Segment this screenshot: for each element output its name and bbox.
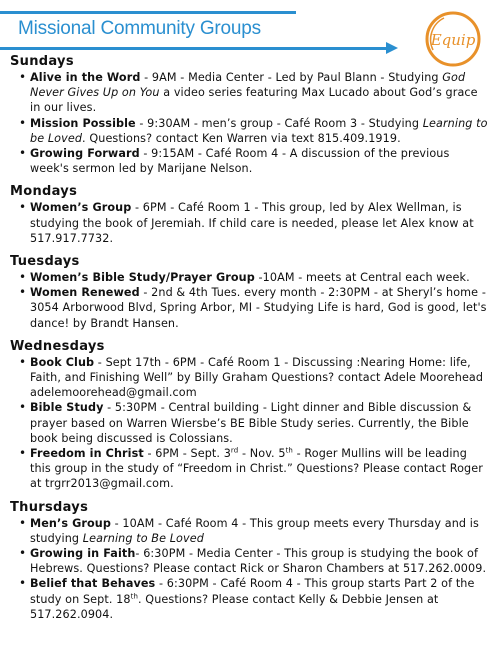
day-section-mondays bbox=[10, 184, 488, 246]
group-details: - 6:30PM - Café Room 4 - This group starts Part 2 of the study on Sept. 18 bbox=[30, 577, 475, 606]
schedule bbox=[10, 54, 488, 630]
group-details: -10AM - meets at Central each week. bbox=[254, 271, 470, 285]
page-title: Missional Community Groups bbox=[18, 18, 261, 39]
day-section-thursdays bbox=[10, 500, 488, 622]
list-item bbox=[30, 400, 488, 446]
day-heading: Thursdays bbox=[10, 499, 89, 515]
group-details-cont: . Questions? Please contact Kelly & Debbie Jensen at 517.262.0904. bbox=[30, 592, 439, 621]
day-section-tuesdays bbox=[10, 254, 488, 331]
group-details: - 6:30PM - Media Center - This group is studying the book of Hebrews. Questions? Please contact Rick or Sharon Chambers at 517.262.0009. bbox=[30, 547, 487, 576]
group-details: - 9:15AM - Café Room 4 - A discussion of the previous week's sermon led by Marijane Nelson. bbox=[30, 147, 450, 176]
list-item bbox=[30, 446, 488, 492]
day-heading: Sundays bbox=[10, 54, 74, 69]
group-list bbox=[10, 70, 488, 176]
list-item bbox=[30, 576, 488, 622]
day-section-wednesdays bbox=[10, 339, 488, 492]
group-list bbox=[10, 355, 488, 492]
study-title: Learning to Be Loved bbox=[82, 531, 204, 545]
logo-text: Equip bbox=[430, 31, 476, 49]
group-details: - 6PM - Café Room 1 - This group, led by Alex Wellman, is studying the book of Jeremiah. If child care is needed, please let Alex know at 517.917.7732. bbox=[30, 201, 474, 245]
group-name: Growing in Faith bbox=[30, 547, 136, 561]
group-details-cont: . Questions? contact Ken Warren via text 815.409.1919. bbox=[82, 131, 401, 145]
group-name: Mission Possible bbox=[30, 116, 136, 130]
day-heading: Tuesdays bbox=[10, 254, 80, 270]
group-name: Bible Study bbox=[30, 401, 104, 415]
ordinal-suffix: th bbox=[130, 591, 138, 600]
ordinal-suffix: th bbox=[285, 446, 293, 455]
group-details-cont: - Nov. 5 bbox=[238, 447, 286, 461]
day-section-sundays bbox=[10, 54, 488, 176]
list-item bbox=[30, 70, 488, 116]
list-item bbox=[30, 116, 488, 146]
group-details: - 2nd & 4th Tues. every month - 2:30PM - at Sheryl’s home - 3054 Arborwood Blvd, Spring Arbor, MI - Studying Life is hard, God is good, let's dance! by Brandt Hansen. bbox=[30, 286, 487, 330]
group-details: - 10AM - Café Room 4 - This group meets every Thursday and is studying bbox=[30, 516, 479, 545]
group-name: Growing Forward bbox=[30, 147, 140, 161]
group-name: Women’s Group bbox=[30, 201, 132, 215]
ordinal-suffix: rd bbox=[230, 446, 239, 455]
header-top-rule bbox=[0, 11, 296, 14]
group-details: - 9AM - Media Center - Led by Paul Blann - Studying bbox=[140, 71, 443, 84]
group-name: Women Renewed bbox=[30, 286, 140, 300]
group-list bbox=[10, 200, 488, 246]
group-name: Alive in the Word bbox=[30, 71, 141, 84]
header-arrow-line bbox=[0, 47, 388, 50]
group-details-cont: a video series featuring Max Lucado about God’s grace in our lives. bbox=[30, 86, 478, 115]
group-name: Belief that Behaves bbox=[30, 577, 156, 591]
list-item bbox=[30, 516, 488, 546]
list-item bbox=[30, 270, 488, 285]
study-title: Learning to be Loved bbox=[30, 116, 488, 145]
day-heading: Mondays bbox=[10, 184, 78, 200]
list-item bbox=[30, 285, 488, 331]
group-details: - Sept 17th - 6PM - Café Room 1 - Discussing :Nearing Home: life, Faith, and Finishing Well” by Billy Graham Questions? contact Adele Moorehead adelemoorehead@gmail.com bbox=[30, 355, 484, 400]
group-details: - 9:30AM - men’s group - Café Room 3 - Studying bbox=[135, 116, 423, 130]
day-heading: Wednesdays bbox=[10, 338, 105, 354]
group-name: Men’s Group bbox=[30, 516, 111, 530]
group-name: Freedom in Christ bbox=[30, 447, 144, 461]
group-details-end: - Roger Mullins will be leading this group in the study of “Freedom in Christ.” Questions? Please contact Roger at trgrr2013@gmail.com. bbox=[30, 447, 483, 491]
list-item bbox=[30, 146, 488, 176]
arrow-right-icon bbox=[386, 42, 398, 54]
study-title: God Never Gives Up on You bbox=[30, 71, 466, 100]
list-item bbox=[30, 546, 488, 576]
group-name: Book Club bbox=[30, 355, 95, 369]
list-item bbox=[30, 355, 488, 401]
group-list bbox=[10, 270, 488, 331]
list-item bbox=[30, 200, 488, 246]
group-list bbox=[10, 516, 488, 622]
group-name: Women’s Bible Study/Prayer Group bbox=[30, 271, 255, 285]
group-details: - 6PM - Sept. 3 bbox=[143, 447, 231, 461]
group-details: - 5:30PM - Central building - Light dinner and Bible discussion & prayer based on Warren Wiersbe’s BE Bible Study series. Currently, the Bible book being discussed is Colossians. bbox=[30, 401, 472, 445]
